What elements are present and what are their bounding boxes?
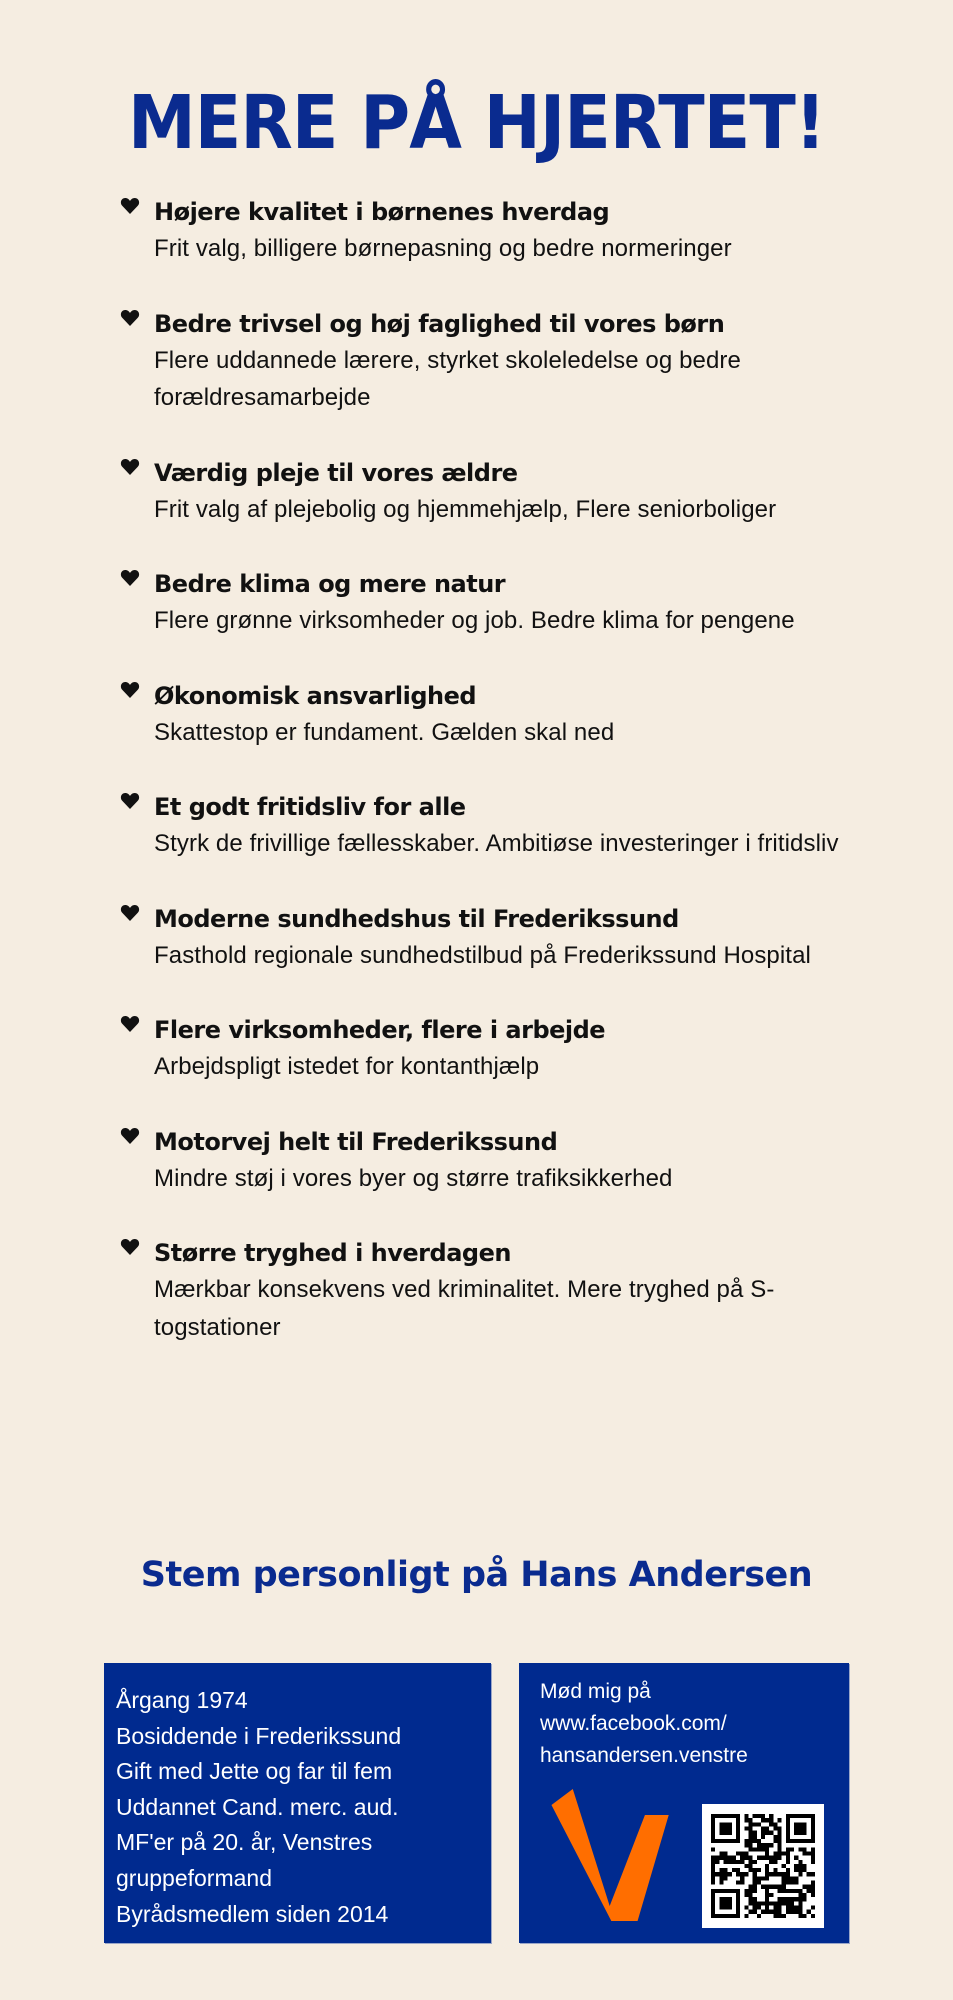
priority-title: Værdig pleje til vores ældre [154, 458, 518, 487]
priority-title: Flere virksomheder, flere i arbejde [154, 1016, 606, 1044]
contact-box [519, 1663, 849, 1943]
priority-item [120, 1012, 840, 1086]
priority-item [120, 566, 840, 640]
heart-icon [120, 1014, 140, 1034]
qr-code-icon[interactable] [702, 1804, 824, 1928]
venstre-v-logo-icon [549, 1789, 669, 1929]
bio-line: Gift med Jette og far til fem [116, 1758, 393, 1785]
bio-line: Uddannet Cand. merc. aud. [116, 1793, 399, 1820]
heart-icon [120, 680, 140, 700]
facebook-link-part2[interactable]: hansandersen.venstre [540, 1744, 748, 1767]
priority-description: Skattestop er fundament. Gælden skal ned [154, 718, 615, 746]
facebook-link-part1[interactable]: www.facebook.com/ [540, 1712, 727, 1735]
contact-line-intro: Mød mig på [540, 1680, 651, 1703]
priority-description: Arbejdspligt istedet for kontanthjælp [154, 1053, 540, 1080]
priority-item [120, 194, 840, 268]
priority-description: Mærkbar konsekvens ved kriminalitet. Mere tryghed på S-togstationer [154, 1276, 775, 1341]
priority-title: Økonomisk ansvarlighed [154, 681, 477, 710]
priority-title: Moderne sundhedshus til Frederikssund [154, 904, 679, 933]
contact-text [540, 1676, 748, 1772]
heart-icon [120, 308, 140, 328]
priority-title: Bedre klima og mere natur [154, 570, 506, 598]
priorities-list [120, 194, 840, 1384]
heart-icon [120, 791, 140, 811]
heart-icon [120, 1126, 140, 1146]
priority-description: Mindre støj i vores byer og større trafiksikkerhed [154, 1164, 673, 1192]
bio-box [104, 1663, 491, 1943]
priority-item [120, 1124, 840, 1198]
priority-title: Bedre trivsel og høj faglighed til vores børn [154, 309, 725, 338]
priority-description: Fasthold regionale sundhedstilbud på Frederikssund Hospital [154, 941, 811, 969]
priority-item [120, 789, 840, 863]
priority-title: Højere kvalitet i børnenes hverdag [154, 198, 610, 226]
heart-icon [120, 1237, 140, 1257]
priority-item [120, 306, 840, 417]
heart-icon [120, 457, 140, 477]
priority-item [120, 678, 840, 752]
priority-description: Styrk de frivillige fællesskaber. Ambitiøse investeringer i fritidsliv [154, 830, 839, 857]
bio-line: Bosiddende i Frederikssund [116, 1722, 402, 1749]
bio-line: gruppeformand [116, 1864, 272, 1891]
heart-icon [120, 568, 140, 588]
priority-description: Frit valg af plejebolig og hjemmehjælp, Flere seniorboliger [154, 495, 777, 523]
vote-call-to-action: Stem personligt på Hans Andersen [140, 1555, 813, 1595]
priority-item [120, 455, 840, 529]
priority-description: Flere uddannede lærere, styrket skoleledelse og bedre forældresamarbejde [154, 346, 741, 411]
bio-list [116, 1683, 401, 1932]
priority-description: Flere grønne virksomheder og job. Bedre klima for pengene [154, 607, 795, 634]
bio-line: Årgang 1974 [116, 1687, 248, 1713]
priority-item [120, 1235, 840, 1346]
heart-icon [120, 903, 140, 923]
priority-description: Frit valg, billigere børnepasning og bedre normeringer [154, 235, 732, 262]
heart-icon [120, 196, 140, 216]
priority-item [120, 901, 840, 975]
page-title: MERE PÅ HJERTET! [127, 80, 826, 166]
priority-title: Motorvej helt til Frederikssund [154, 1127, 558, 1156]
priority-title: Større tryghed i hverdagen [154, 1239, 511, 1267]
priority-title: Et godt fritidsliv for alle [154, 793, 466, 821]
bio-line: Byrådsmedlem siden 2014 [116, 1900, 389, 1927]
bio-line: MF'er på 20. år, Venstres [116, 1829, 373, 1856]
